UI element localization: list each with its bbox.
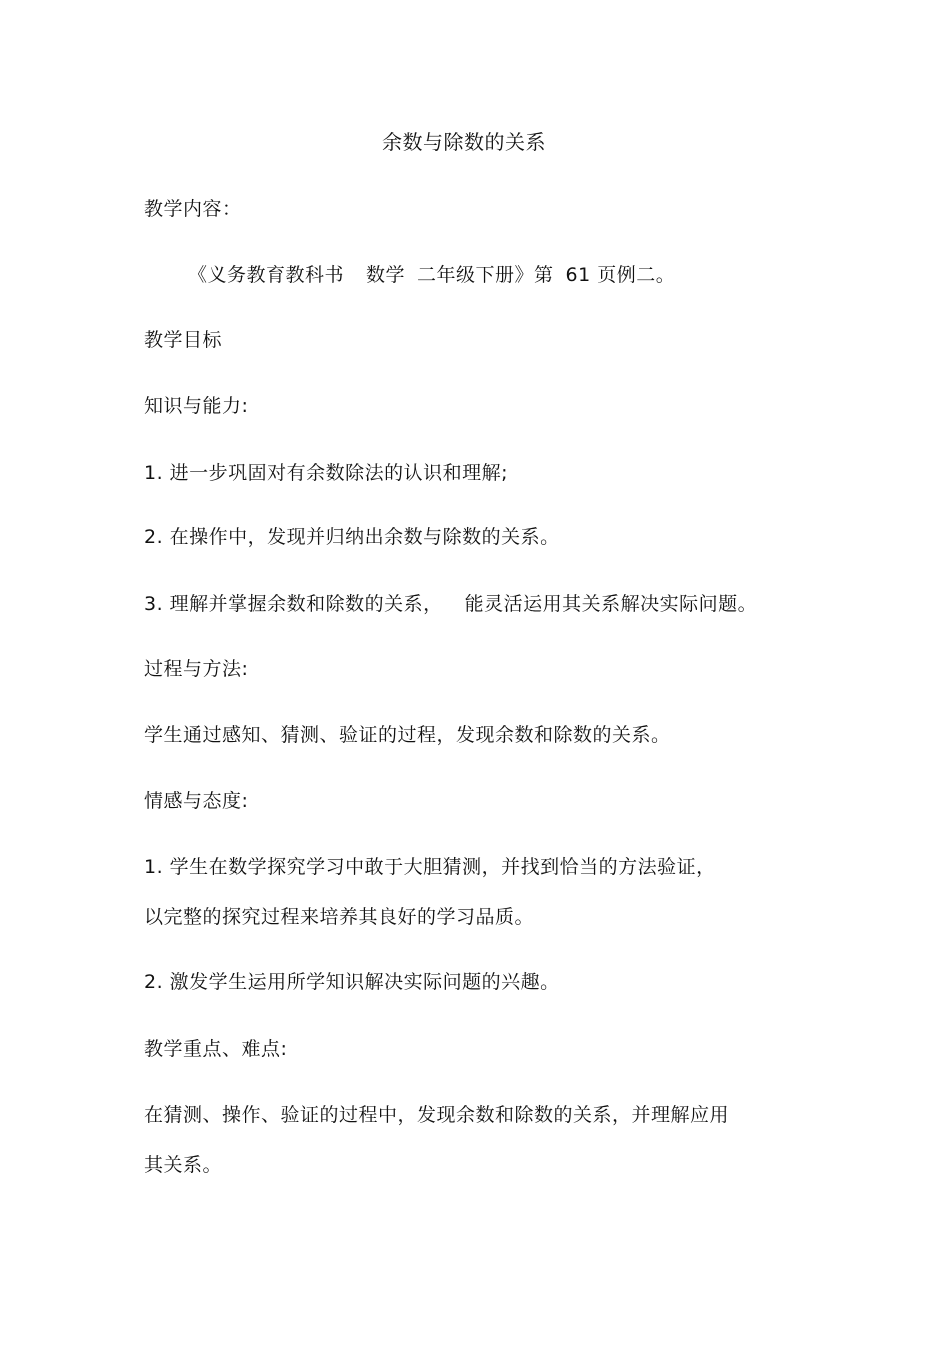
knowledge-item-3-part1: 3. 理解并掌握余数和除数的关系， [144,593,443,615]
key-points-line-2: 其关系。 [144,1154,223,1176]
emotion-heading: 情感与态度: [144,790,249,812]
content-page: 61 页例二。 [565,264,676,286]
content-heading: 教学内容： [144,198,242,220]
content-subject: 数学 [366,264,406,286]
knowledge-item-3 [144,591,757,617]
emotion-item-2: 2. 激发学生运用所学知识解决实际问题的兴趣。 [144,971,560,993]
knowledge-item-2: 2. 在操作中，发现并归纳出余数与除数的关系。 [144,526,560,548]
knowledge-item-1: 1. 进一步巩固对有余数除法的认识和理解; [144,462,509,484]
key-points-heading: 教学重点、难点: [144,1038,288,1060]
content-grade: 二年级下册》第 [417,264,554,286]
key-points-line-1: 在猜测、操作、验证的过程中，发现余数和除数的关系，并理解应用 [144,1104,730,1126]
process-heading: 过程与方法: [144,658,249,680]
content-line [188,262,675,288]
goals-heading: 教学目标 [144,329,223,351]
process-text: 学生通过感知、猜测、验证的过程，发现余数和除数的关系。 [144,724,671,746]
content-book: 《义务教育教科书 [188,264,345,286]
emotion-item-1-line-1: 1. 学生在数学探究学习中敢于大胆猜测，并找到恰当的方法验证， [144,856,716,878]
knowledge-heading: 知识与能力: [144,395,249,417]
document-title: 余数与除数的关系 [382,130,546,154]
emotion-item-1-line-2: 以完整的探究过程来培养其良好的学习品质。 [144,906,535,928]
knowledge-item-3-part2: 能灵活运用其关系解决实际问题。 [464,593,758,615]
